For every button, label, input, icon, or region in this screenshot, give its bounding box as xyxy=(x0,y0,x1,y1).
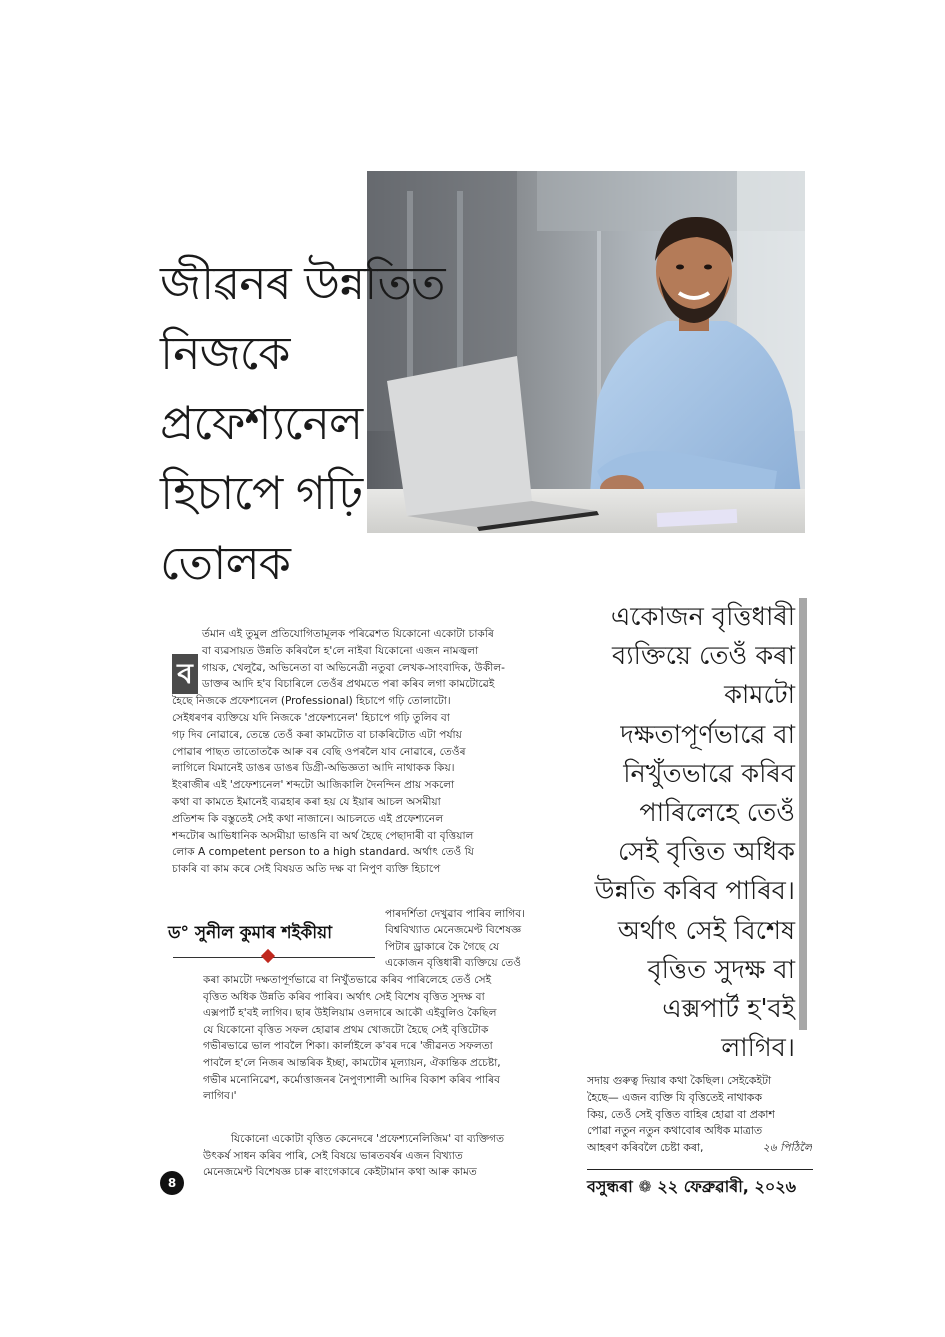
body-line: বিশ্ববিখ্যাত মেনেজমেণ্ট বিশেষজ্ঞ xyxy=(385,924,522,937)
body-line: লোক A competent person to a high standard. অৰ্থাৎ তেওঁ যি xyxy=(172,846,474,859)
body-line: গভীৰভাৱে ভাল পাবলৈ শিকা। কাৰ্লাইলে ক'বৰ দৰে 'জীৱনত সফলতা xyxy=(203,1040,493,1053)
pull-quote-bar xyxy=(799,598,807,1030)
body-paragraph-1-cont xyxy=(385,906,568,972)
body-line: সেইধৰণৰ ব্যক্তিয়ে যদি নিজকে 'প্ৰফেশ্যনেল' হিচাপে গঢ়ি তুলিব বা xyxy=(172,711,450,724)
headline-line: জীৱনৰ উন্নতিত xyxy=(160,256,445,310)
body-line: একোজন বৃত্তিধাৰী ব্যক্তিয়ে তেওঁ xyxy=(385,957,522,970)
body-line: লাগিলে যিমানেই ডাঙৰ ডাঙৰ ডিগ্ৰী-অভিজ্ঞতা আদি নাথাকক কিয়। xyxy=(172,762,455,775)
body-line: ইংৰাজীৰ এই 'প্ৰফেশ্যনেল' শব্দটো আজিকালি দৈনন্দিন প্ৰায় সকলো xyxy=(172,779,455,792)
body-line-text: আহৰণ কৰিবলৈ চেষ্টা কৰা, xyxy=(587,1141,704,1155)
body-line: র্তমান এই তুমুল প্ৰতিযোগিতামূলক পৰিৱেশত যিকোনো একোটা চাকৰি xyxy=(202,628,494,640)
body-paragraph-2 xyxy=(203,972,569,1105)
pull-quote-line: এক্সপাৰ্ট হ'বই xyxy=(662,994,795,1025)
body-paragraph-4 xyxy=(587,1073,812,1157)
pull-quote-line: লাগিব। xyxy=(721,1033,795,1064)
headline xyxy=(160,248,445,598)
ornament-icon: ❁ xyxy=(632,1177,658,1196)
body-line: পোৱাৰ পাছত তাতোতকৈ আৰু বৰ বেছি ওপৰলৈ যাব নোৱাৰে, তেওঁৰ xyxy=(172,745,466,758)
body-line: সদায় গুৰুত্ব দিয়াৰ কথা কৈছিল। সেইকেইটা xyxy=(587,1074,771,1087)
body-line: যে যিকোনো বৃত্তিত সফল হোৱাৰ প্ৰথম খোজটো হৈছে সেই বৃত্তিটোক xyxy=(203,1023,489,1036)
issue-date: ২২ ফেব্ৰুৱাৰী, ২০২৬ xyxy=(657,1177,797,1196)
body-line: এক্সপাৰ্ট হ'বই লাগিব। ছাৰ উইলিয়াম ওলদাৰে আকৌ এইবুলিও কৈছিল xyxy=(203,1007,497,1020)
body-line: পাৰদৰ্শিতা দেখুৱাব পাৰিব লাগিব। xyxy=(385,908,525,920)
body-line: প্ৰতিশব্দ কি বস্তুতেই সেই কথা নাজানে। আচলতে এই প্ৰফেশ্যনেল xyxy=(172,812,444,825)
headline-line: তোলক xyxy=(160,536,290,590)
body-line: শব্দটোৰ আভিধানিক অসমীয়া ভাঙনি বা অৰ্থ হৈছে পেছাদাৰী বা বৃত্তিয়াল xyxy=(172,829,474,842)
pull-quote-line: পাৰিলেহে তেওঁ xyxy=(639,798,795,829)
byline-rule xyxy=(173,957,375,958)
page-number: 8 xyxy=(160,1171,184,1195)
pull-quote-line: উন্নতি কৰিব পাৰিব। xyxy=(594,876,795,907)
headline-line: নিজকে xyxy=(160,326,290,380)
author-byline: ড° সুনীল কুমাৰ শইকীয়া xyxy=(168,923,333,943)
body-line: উৎকৰ্ষ সাধন কৰিব পাৰি, সেই বিষয়ে ভাৰতবৰ্ষৰ এজন বিখ্যাত xyxy=(203,1149,463,1162)
body-line: কথা বা কামতে ইমানেই ব্যৱহাৰ কৰা হয় যে ইয়াৰ আচল অসমীয়া xyxy=(172,795,441,808)
body-line xyxy=(587,1140,812,1157)
body-line: গভীৰ মনোনিৱেশ, কৰ্মোত্তাজনৰ নৈপুণ্যশালী আদিৰ বিকাশ কৰিব পাৰিব xyxy=(203,1073,501,1086)
pull-quote-line: কামটো xyxy=(724,680,795,711)
pull-quote-line: একোজন বৃত্তিধাৰী xyxy=(610,602,795,632)
footer-rule xyxy=(587,1169,813,1170)
magazine-name: বসুন্ধৰা xyxy=(587,1177,633,1196)
pull-quote-line: নিখুঁতভাৱে কৰিব xyxy=(623,758,795,789)
body-line: যিকোনো একোটা বৃত্তিত কেনেদৰে 'প্ৰফেশ্যনেলিজিম' বা ব্যক্তিগত xyxy=(231,1133,505,1145)
diamond-ornament-icon xyxy=(261,949,275,963)
body-line: বা ব্যৱসায়ত উন্নতি কৰিবলৈ হ'লে নাইবা যিকোনো এজন নামজ্বলা xyxy=(202,644,479,657)
pull-quote-line: অৰ্থাৎ সেই বিশেষ xyxy=(617,915,795,946)
body-line: লাগিব।' xyxy=(203,1090,237,1103)
body-line: গায়ক, খেলুৱৈ, অভিনেতা বা অভিনেত্ৰী নতুবা লেখক-সাংবাদিক, উকীল- xyxy=(202,661,505,674)
body-line: হৈছে— এজন ব্যক্তি যি বৃত্তিতেই নাথাকক xyxy=(587,1090,762,1104)
body-line: ডাক্তৰ আদি হ'ব বিচাৰিলে তেওঁৰ প্ৰথমতে পৰা কৰিব লগা কামটোৱেই xyxy=(202,678,495,691)
body-line: হৈছে নিজকে প্ৰফেশ্যনেল (Professional) হিচাপে গঢ়ি তোলাটো। xyxy=(172,695,451,708)
body-line: চাকৰি বা কাম কৰে সেই বিষয়ত অতি দক্ষ বা নিপুণ ব্যক্তি হিচাপে xyxy=(172,863,441,876)
body-line: কৰা কামটো দক্ষতাপূৰ্ণভাৱে বা নিখুঁতভাৱে কৰিব পাৰিলেহে তেওঁ সেই xyxy=(203,974,492,986)
drop-cap: ব xyxy=(172,654,198,694)
body-line: মেনেজমেণ্ট বিশেষজ্ঞ চাৰু ৰাংগেকাৰে কেইটামান কথা আৰু কামত xyxy=(203,1166,477,1179)
pull-quote-line: ব্যক্তিয়ে তেওঁ কৰা xyxy=(612,641,795,672)
body-line: পাবলৈ হ'লে নিজৰ আন্তৰিক ইচ্ছা, কামটোৰ মূল্যায়ন, ঐকান্তিক প্ৰচেষ্টা, xyxy=(203,1056,501,1069)
footer-masthead xyxy=(587,1174,813,1201)
pull-quote xyxy=(575,598,807,1064)
body-line: গঢ় দিব নোৱাৰে, তেন্তে তেওঁ কৰা কামটোত বা চাকৰিটোত এটা পৰ্যায় xyxy=(172,728,462,741)
headline-line: প্ৰফেশ্যনেল xyxy=(160,396,363,450)
body-line: পোৱা নতুন নতুন কথাবোৰ অধিক মাত্ৰাত xyxy=(587,1124,763,1138)
body-line: পিটাৰ ড্ৰাকাৰে কৈ গৈছে যে xyxy=(385,940,500,953)
body-paragraph-1 xyxy=(172,626,568,878)
pull-quote-line: দক্ষতাপূৰ্ণভাৱে বা xyxy=(620,719,795,750)
body-line: বৃত্তিত অধিক উন্নতি কৰিব পাৰিব। অৰ্থাৎ সেই বিশেষ বৃত্তিত সুদক্ষ বা xyxy=(203,990,485,1003)
pull-quote-line: সেই বৃত্তিত অধিক xyxy=(617,837,795,868)
continued-on-page[interactable]: ২৬ পিঠিলৈ xyxy=(762,1141,812,1155)
pull-quote-line: বৃত্তিত সুদক্ষ বা xyxy=(647,954,795,985)
body-line: কিয়, তেওঁ সেই বৃত্তিত বাহিৰ হোৱা বা প্ৰকাশ xyxy=(587,1107,775,1121)
body-paragraph-3 xyxy=(203,1131,569,1181)
headline-line: হিচাপে গঢ়ি xyxy=(160,466,363,520)
